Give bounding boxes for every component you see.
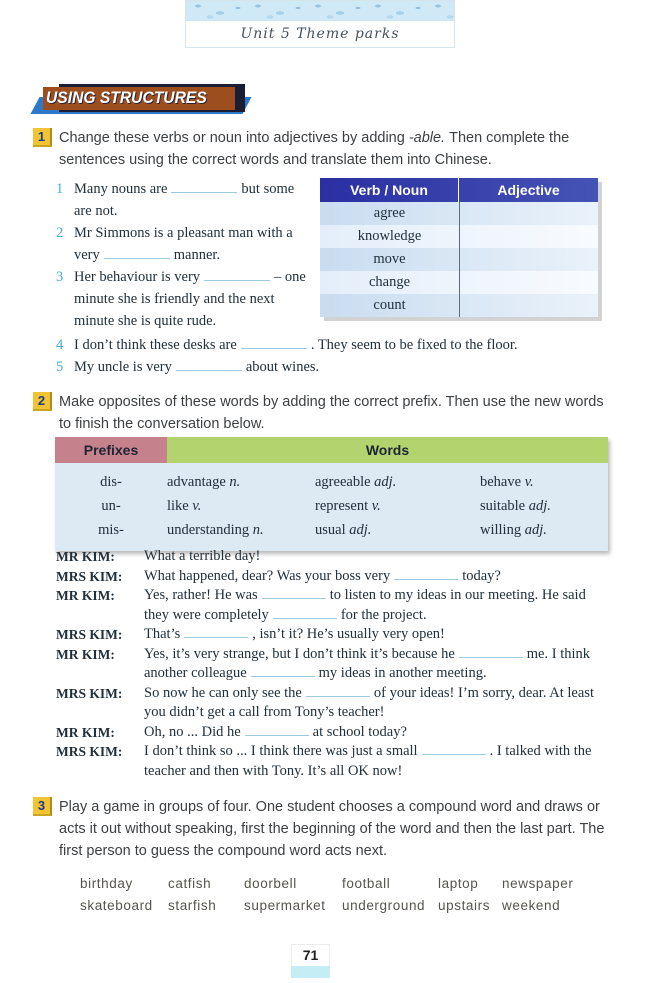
dialogue-line: I don’t think so ... I think there was just a small . I talked with the teacher and then with Tony. It’s all OK now! bbox=[144, 743, 592, 779]
dialogue-line: Oh, no ... Did he at school today? bbox=[144, 723, 407, 740]
dialogue-turn bbox=[56, 547, 610, 567]
prefix-cell: un- bbox=[101, 498, 121, 514]
fill-in-blank bbox=[204, 270, 270, 281]
word-cell: willing adj. bbox=[480, 522, 547, 538]
table-header-row bbox=[55, 437, 608, 463]
compound-word: upstairs bbox=[438, 898, 491, 913]
fill-in-blank bbox=[184, 627, 248, 638]
word-cell: agreeable adj. bbox=[315, 474, 397, 490]
exercise-2-number-badge: 2 bbox=[33, 392, 52, 411]
adjective-cell-empty bbox=[459, 248, 598, 271]
sentence-number: 2 bbox=[56, 225, 64, 241]
speaker-label: MRS KIM: bbox=[56, 685, 123, 701]
exercise-1-sentences-wide bbox=[56, 334, 608, 378]
dialogue-turn bbox=[56, 567, 610, 587]
exercise-3-number-badge: 3 bbox=[33, 797, 52, 816]
compound-word: laptop bbox=[438, 876, 479, 891]
compound-word: weekend bbox=[502, 898, 561, 913]
dialogue-line: What a terrible day! bbox=[144, 548, 261, 564]
verb-cell: count bbox=[373, 297, 406, 313]
fill-in-blank bbox=[262, 588, 326, 599]
table-row bbox=[320, 248, 598, 271]
fill-in-blank bbox=[251, 666, 315, 677]
fill-in-blank bbox=[273, 608, 337, 619]
section-title: USING STRUCTURES bbox=[46, 88, 207, 107]
fill-in-blank bbox=[245, 725, 309, 736]
table-row bbox=[320, 202, 598, 225]
compound-word: starfish bbox=[168, 898, 217, 913]
sentence-number: 5 bbox=[56, 359, 64, 375]
dialogue-turn bbox=[56, 684, 610, 723]
page-number-stripe bbox=[291, 966, 330, 978]
sentence-item bbox=[56, 178, 314, 222]
verb-noun-table bbox=[320, 178, 598, 317]
dialogue-turn bbox=[56, 742, 610, 781]
adjective-cell-empty bbox=[459, 271, 598, 294]
verb-cell: move bbox=[373, 251, 406, 267]
sentence-text: Mr Simmons is a pleasant man with a very manner. bbox=[74, 225, 293, 263]
compound-words-list bbox=[80, 876, 605, 920]
column-header-verb-noun: Verb / Noun bbox=[320, 178, 459, 202]
verb-cell: change bbox=[368, 274, 411, 290]
compound-word: birthday bbox=[80, 876, 133, 891]
page-number: 71 bbox=[291, 944, 330, 966]
instruction-text: Change these verbs or noun into adjectives by adding bbox=[59, 130, 405, 146]
fill-in-blank bbox=[241, 338, 307, 349]
sentence-number: 1 bbox=[56, 181, 64, 197]
sentence-item bbox=[56, 222, 314, 266]
section-banner bbox=[33, 84, 253, 122]
compound-word: catfish bbox=[168, 876, 212, 891]
adjective-cell-empty bbox=[459, 225, 598, 248]
sentence-text: My uncle is very about wines. bbox=[74, 359, 320, 375]
dialogue-line: Yes, it’s very strange, but I don’t think it’s because he me. I think another colleague my ideas in another meeting. bbox=[144, 645, 591, 681]
dialogue-line: What happened, dear? Was your boss very today? bbox=[144, 567, 501, 584]
dialogue-turn bbox=[56, 723, 610, 743]
dialogue-turn bbox=[56, 625, 610, 645]
exercise-3-header bbox=[33, 796, 611, 862]
word-cell: suitable adj. bbox=[480, 498, 551, 514]
dialogue-line: Yes, rather! He was to listen to my ideas in our meeting. He said they were completely for the project. bbox=[144, 587, 586, 623]
unit-header bbox=[185, 0, 455, 48]
fill-in-blank bbox=[104, 248, 170, 259]
compound-word: doorbell bbox=[244, 876, 297, 891]
table-row bbox=[55, 518, 608, 542]
adjective-cell-empty bbox=[459, 202, 598, 225]
word-cell: like v. bbox=[167, 498, 202, 514]
word-cell: understanding n. bbox=[167, 522, 264, 538]
compound-word: newspaper bbox=[502, 876, 574, 891]
exercise-1-number-badge: 1 bbox=[33, 128, 52, 147]
dialogue-turn bbox=[56, 645, 610, 684]
table-row bbox=[55, 470, 608, 494]
verb-cell: knowledge bbox=[357, 228, 422, 244]
table-row bbox=[320, 271, 598, 294]
fill-in-blank bbox=[422, 744, 486, 755]
compound-word: football bbox=[342, 876, 391, 891]
table-row bbox=[320, 225, 598, 248]
speaker-label: MRS KIM: bbox=[56, 568, 123, 584]
table-body bbox=[55, 463, 608, 551]
word-cell: represent v. bbox=[315, 498, 381, 514]
exercise-2-header bbox=[33, 391, 611, 435]
word-cell: usual adj. bbox=[315, 522, 372, 538]
speaker-label: MR KIM: bbox=[56, 646, 115, 662]
compound-word: skateboard bbox=[80, 898, 153, 913]
word-cell: advantage n. bbox=[167, 474, 241, 490]
dialogue-line: That’s , isn’t it? He’s usually very open! bbox=[144, 626, 445, 642]
prefixes-header: Prefixes bbox=[55, 437, 167, 463]
adjective-cell-empty bbox=[459, 294, 598, 317]
words-header: Words bbox=[167, 437, 608, 463]
prefix-cell: dis- bbox=[100, 474, 122, 490]
water-droplets-image bbox=[186, 1, 454, 21]
prefix-cell: mis- bbox=[98, 522, 124, 538]
page-number-box bbox=[291, 944, 330, 978]
conversation bbox=[56, 547, 610, 781]
word-cell: behave v. bbox=[480, 474, 534, 490]
unit-title: Unit 5 Theme parks bbox=[186, 21, 454, 47]
fill-in-blank bbox=[176, 360, 242, 371]
table-row bbox=[320, 294, 598, 317]
speaker-label: MRS KIM: bbox=[56, 627, 123, 642]
exercise-1-header bbox=[33, 127, 611, 171]
exercise-1-sentences bbox=[56, 178, 314, 332]
sentence-text: Many nouns are but some are not. bbox=[74, 181, 295, 219]
sentence-number: 3 bbox=[56, 269, 64, 285]
compound-word: supermarket bbox=[244, 898, 326, 913]
fill-in-blank bbox=[306, 686, 370, 697]
fill-in-blank bbox=[171, 182, 237, 193]
fill-in-blank bbox=[459, 647, 523, 658]
speaker-label: MR KIM: bbox=[56, 549, 115, 564]
dialogue-line: So now he can only see the of your ideas! I’m sorry, dear. At least you didn’t get a call from Tony’s teacher! bbox=[144, 684, 594, 720]
sentence-text: Her behaviour is very – one minute she is friendly and the next minute she is quite rude. bbox=[74, 269, 306, 329]
sentence-item bbox=[56, 334, 608, 356]
table-row bbox=[55, 494, 608, 518]
speaker-label: MR KIM: bbox=[56, 588, 115, 603]
sentence-item bbox=[56, 356, 608, 378]
instruction-italic-able: -able. bbox=[408, 130, 446, 146]
exercise-2-instruction: Make opposites of these words by adding the correct prefix. Then use the new words to finish the conversation below. bbox=[59, 394, 604, 432]
compound-word: underground bbox=[342, 898, 426, 913]
dialogue-turn bbox=[56, 586, 610, 625]
exercise-1-instruction bbox=[59, 127, 611, 171]
speaker-label: MRS KIM: bbox=[56, 744, 123, 759]
sentence-text: I don’t think these desks are . They seem to be fixed to the floor. bbox=[74, 337, 518, 353]
fill-in-blank bbox=[394, 569, 458, 580]
table-header-row bbox=[320, 178, 598, 202]
exercise-3-instruction: Play a game in groups of four. One student chooses a compound word and draws or acts it out without speaking, first the beginning of the word and then the last part. The first person to guess the compound word acts next. bbox=[59, 799, 605, 859]
verb-cell: agree bbox=[373, 205, 406, 221]
instruction-text: Then complete the sentences using the correct words and translate them into Chinese. bbox=[59, 130, 570, 168]
speaker-label: MR KIM: bbox=[56, 724, 115, 740]
sentence-number: 4 bbox=[56, 337, 64, 353]
sentence-item bbox=[56, 266, 314, 332]
column-header-adjective: Adjective bbox=[497, 182, 560, 198]
prefix-word-table bbox=[55, 437, 608, 551]
